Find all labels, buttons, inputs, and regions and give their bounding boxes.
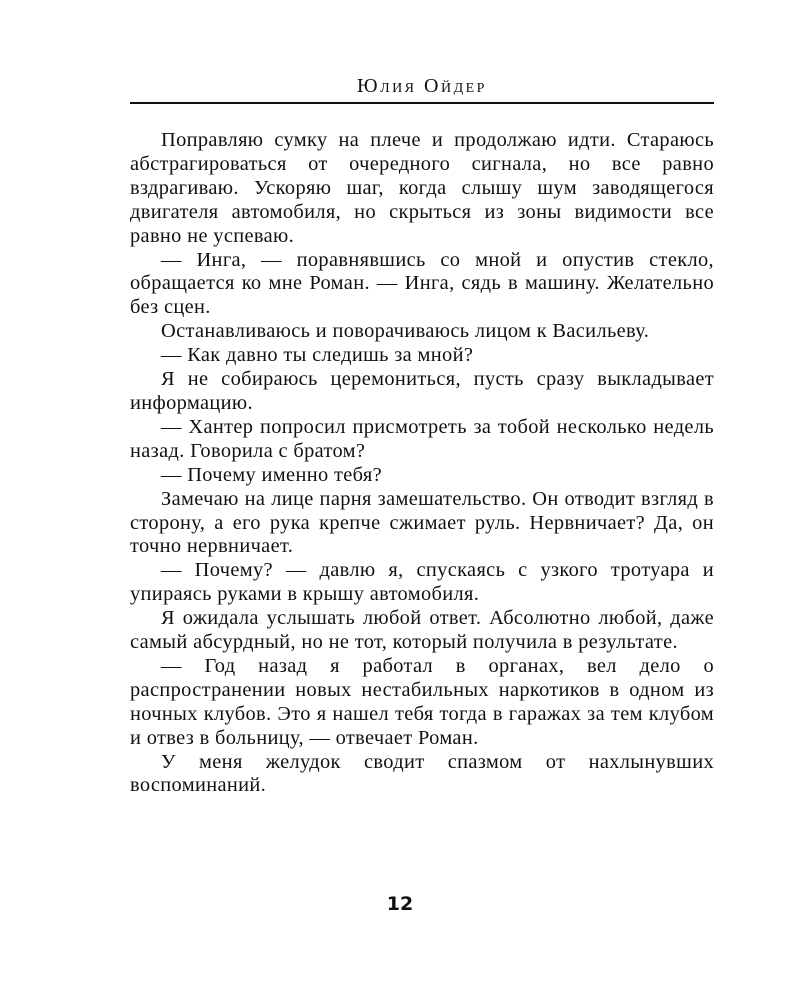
paragraph: — Инга, — поравнявшись со мной и опустив стекло, обращается ко мне Роман. — Инга, сядь в машину. Желательно без сцен. [130,248,714,319]
paragraph: Поправляю сумку на плече и продолжаю идти. Стараюсь абстрагироваться от очередного сигнала, но все равно вздрагиваю. Ускоряю шаг, когда слышу шум заводящегося двигателя автомобиля, но скрыться из зоны видимости все равно не успеваю. [130,129,714,247]
paragraph: — Почему именно тебя? [161,463,382,486]
paragraph: Останавливаюсь и поворачиваюсь лицом к Васильеву. [161,320,650,343]
paragraph: — Почему? — давлю я, спускаясь с узкого тротуара и упираясь руками в крышу автомобиля. [130,559,714,606]
paragraph: Замечаю на лице парня замешательство. Он отводит взгляд в сторону, а его рука крепче сжимает руль. Нервничает? Да, он точно нервничает. [130,487,714,558]
paragraph: — Хантер попросил присмотреть за тобой несколько недель назад. Говорила с братом? [130,415,714,462]
header-rule [130,102,714,104]
running-head-title: Юлия Ойдер [357,75,487,97]
paragraph: Я не собираюсь церемониться, пусть сразу выкладывает информацию. [130,368,714,414]
page-text [130,129,714,798]
paragraph: Я ожидала услышать любой ответ. Абсолютно любой, даже самый абсурдный, но не тот, который получила в результате. [130,607,714,654]
paragraph: — Как давно ты следишь за мной? [161,344,474,367]
page-number: 12 [386,893,414,915]
paragraph: У меня желудок сводит спазмом от нахлынувших воспоминаний. [130,750,714,797]
paragraph: — Год назад я работал в органах, вел дело о распространении новых нестабильных наркотиков в одном из ночных клубов. Это я нашел тебя тогда в гаражах за тем клубом и отвез в больницу, — отвечает Роман. [130,654,714,749]
